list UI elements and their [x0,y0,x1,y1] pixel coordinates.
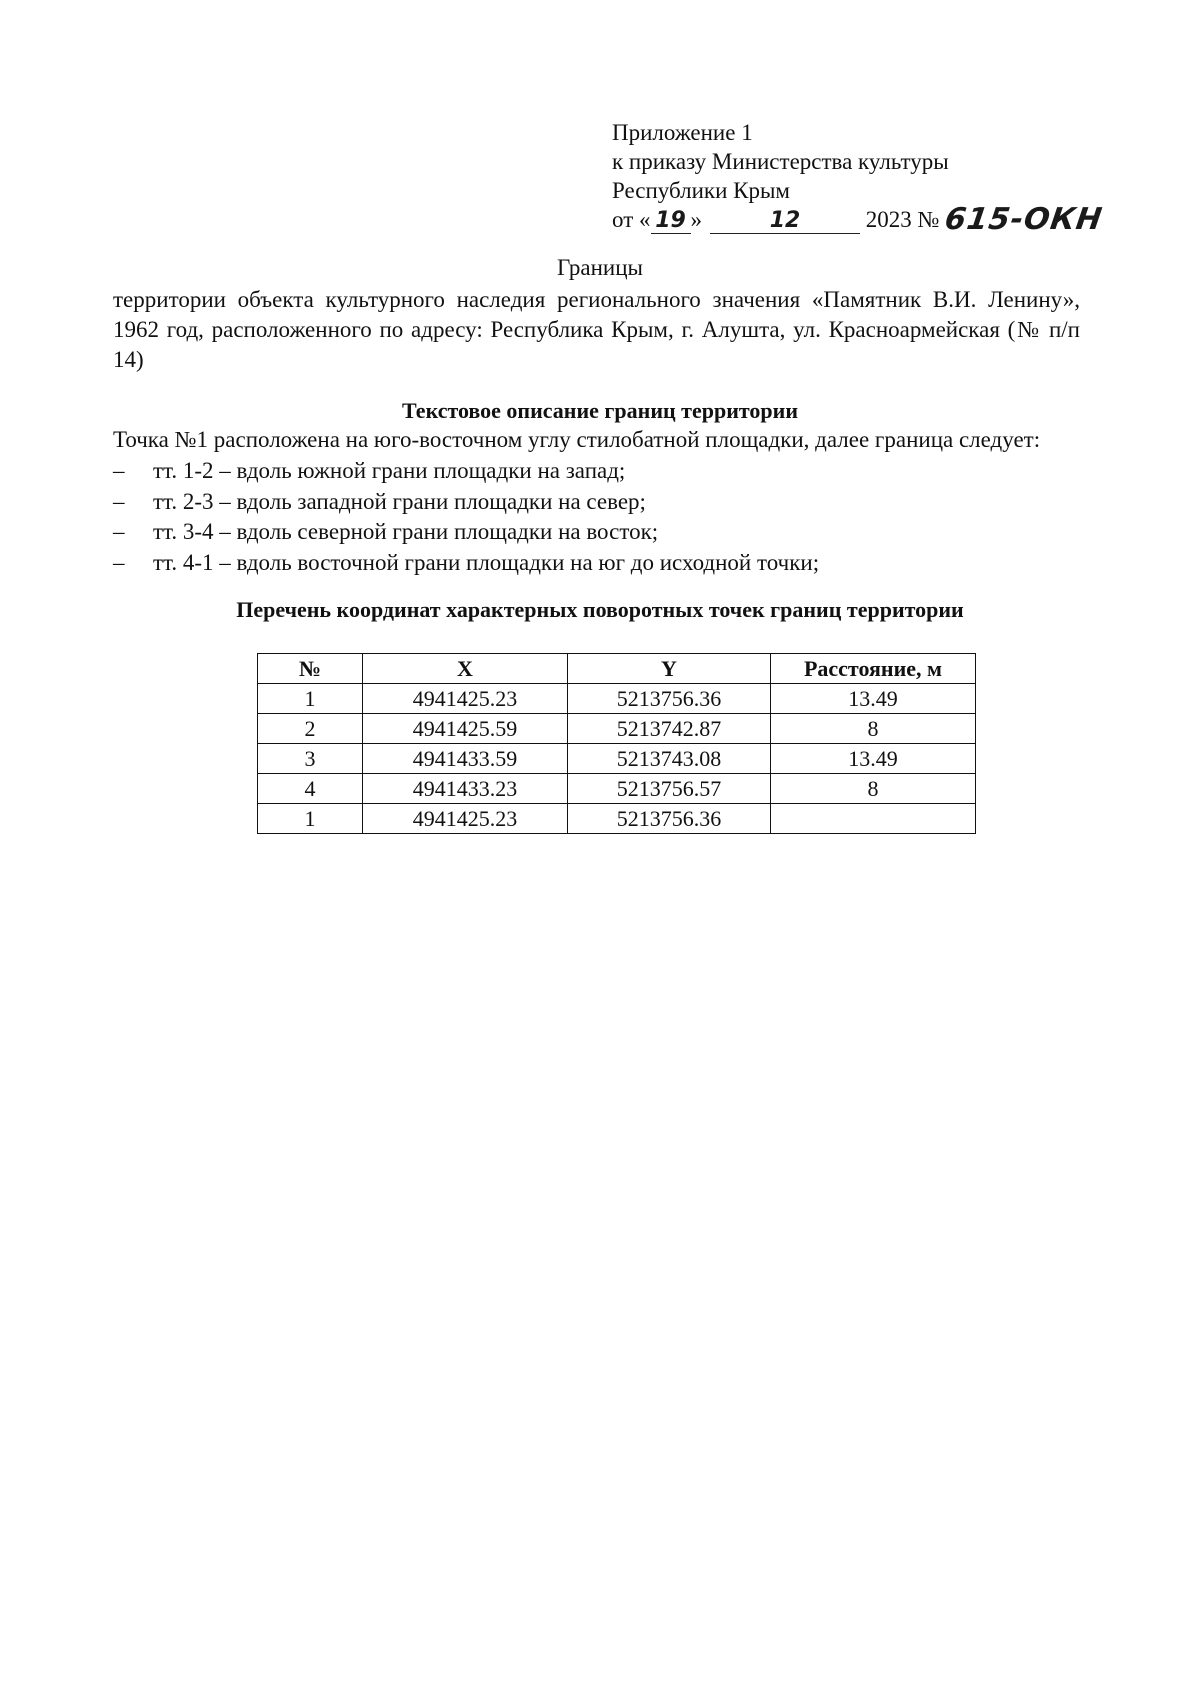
cell-x: 4941425.23 [363,804,568,834]
cell-x: 4941425.59 [363,714,568,744]
order-reference: к приказу Министерства культуры [612,149,949,174]
cell-number: 4 [258,774,363,804]
coordinates-heading: Перечень координат характерных поворотных точек границ территории [236,597,964,622]
cell-distance: 13.49 [771,744,976,774]
table-row [258,714,976,744]
coordinates-table [257,653,976,834]
cell-number: 1 [258,804,363,834]
date-prefix: от « [612,207,651,232]
dash-bullet: – [113,519,125,544]
column-header-x: X [363,654,568,684]
object-description: территории объекта культурного наследия регионального значения «Памятник В.И. Ленину», 1962 год, расположенного по адресу: Республика Крым, г. Алушта, ул. Красноармейская (№ п/п 14) [113,287,1080,372]
list-item-text: тт. 1-2 – вдоль южной грани площадки на запад; [153,458,626,483]
handwritten-month: 12 [710,209,860,234]
dash-bullet: – [113,458,125,483]
cell-y: 5213756.57 [568,774,771,804]
appendix-header [612,118,1105,237]
table-row [258,684,976,714]
dash-bullet: – [113,488,125,514]
cell-number: 2 [258,714,363,744]
cell-y: 5213742.87 [568,714,771,744]
cell-distance: 8 [771,774,976,804]
cell-distance [771,804,976,834]
cell-y: 5213756.36 [568,804,771,834]
list-item [113,487,819,518]
cell-x: 4941433.59 [363,744,568,774]
cell-x: 4941433.23 [363,774,568,804]
cell-distance: 8 [771,714,976,744]
list-item-text: тт. 3-4 – вдоль северной грани площадки на восток; [153,519,659,544]
table-row [258,744,976,774]
list-item [113,517,819,548]
cell-number: 3 [258,744,363,774]
table-row [258,804,976,834]
column-header-y: Y [568,654,771,684]
cell-distance: 13.49 [771,684,976,714]
cell-y: 5213756.36 [568,684,771,714]
cell-number: 1 [258,684,363,714]
list-item-text: тт. 4-1 – вдоль восточной грани площадки на юг до исходной точки; [153,549,820,575]
handwritten-day: 19 [651,209,691,234]
date-close-quote: » [690,207,702,232]
boundary-list [113,456,819,578]
cell-x: 4941425.23 [363,684,568,714]
list-item [113,456,819,487]
year-and-number-label: 2023 № [865,207,940,232]
appendix-label: Приложение 1 [612,120,753,145]
text-description-heading: Текстовое описание границ территории [401,398,799,423]
table-row [258,774,976,804]
list-item-text: тт. 2-3 – вдоль западной грани площадки на север; [153,488,646,514]
republic-name: Республики Крым [612,178,790,203]
boundary-intro: Точка №1 расположена на юго-восточном углу стилобатной площадки, далее граница следует: [113,427,1041,452]
column-header-distance: Расстояние, м [771,654,976,684]
table-header-row [258,654,976,684]
list-item [113,548,819,579]
handwritten-order-number: 615-ОКН [942,202,1105,237]
column-header-number: № [258,654,363,684]
order-date-line [612,202,1105,237]
dash-bullet: – [113,549,125,575]
document-title: Границы [557,255,643,280]
cell-y: 5213743.08 [568,744,771,774]
